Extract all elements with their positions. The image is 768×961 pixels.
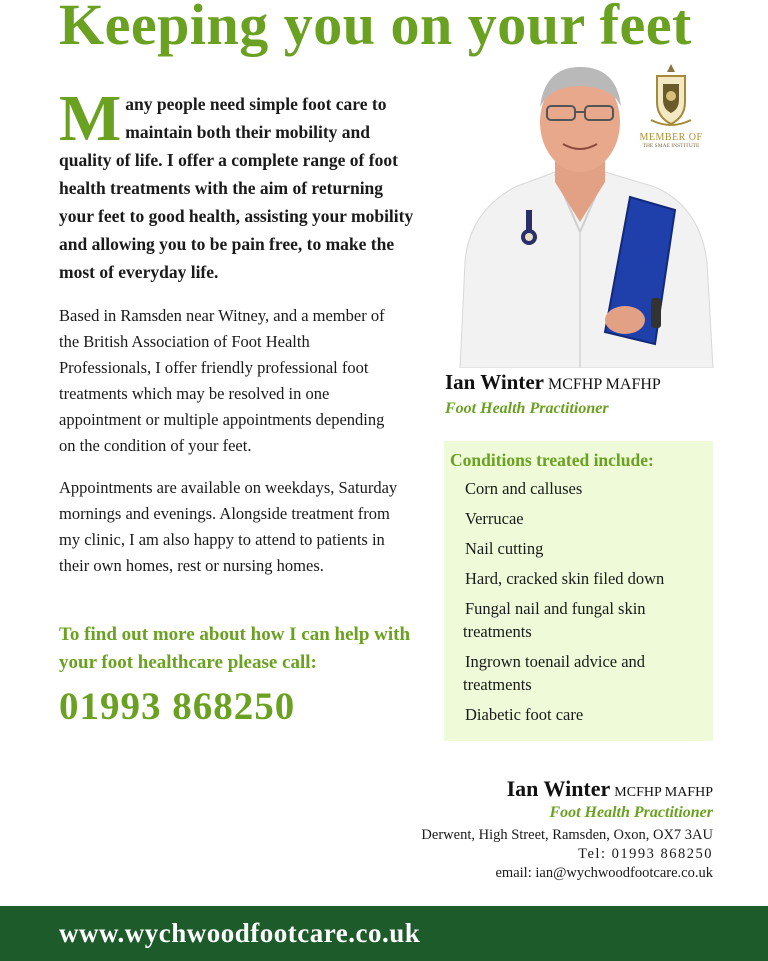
practitioner-name-line xyxy=(445,370,661,395)
contact-role: Foot Health Practitioner xyxy=(549,804,713,821)
contact-quals: MCFHP MAFHP xyxy=(614,785,713,800)
list-item: Ingrown toenail advice and treatments xyxy=(463,652,646,694)
crest-institute-text: THE SMAE INSTITUTE xyxy=(642,143,700,149)
crest-member-text: MEMBER OF xyxy=(639,132,703,143)
phone-number[interactable]: 01993 868250 xyxy=(59,685,296,728)
contact-phone[interactable]: Tel: 01993 868250 xyxy=(578,846,713,862)
crest-emblem-icon xyxy=(649,62,693,128)
list-item: Verrucae xyxy=(465,509,524,528)
contact-block xyxy=(421,776,713,883)
intro-paragraph xyxy=(59,82,414,286)
conditions-heading: Conditions treated include: xyxy=(450,450,654,470)
footer-bar xyxy=(0,906,768,961)
drop-cap: M xyxy=(59,82,122,155)
body-paragraph-2: Appointments are available on weekdays, Saturday mornings and evenings. Alongside treatment from my clinic, I am also happy to attend to patients in their own homes, rest or nursing homes. xyxy=(59,478,398,575)
practitioner-role: Foot Health Practitioner xyxy=(445,400,609,417)
page-title: Keeping you on your feet xyxy=(59,0,692,57)
intro-text: any people need simple foot care to maintain both their mobility and quality of life. I offer a complete range of foot health treatments with the aim of returning your feet to good health, assisting your mobility and allowing you to be pain free, to make the most of everyday life. xyxy=(59,94,414,282)
list-item: Corn and calluses xyxy=(465,479,583,498)
institute-crest xyxy=(636,62,706,158)
contact-name: Ian Winter xyxy=(506,776,611,801)
list-item: Diabetic foot care xyxy=(465,705,584,724)
practitioner-name: Ian Winter xyxy=(445,370,544,394)
call-to-action: To find out more about how I can help with your foot healthcare please call: xyxy=(59,624,411,673)
contact-address: Derwent, High Street, Ramsden, Oxon, OX7 3AU xyxy=(421,827,713,843)
conditions-list xyxy=(463,477,703,733)
practitioner-quals: MCFHP MAFHP xyxy=(548,376,661,393)
list-item: Nail cutting xyxy=(465,539,544,558)
body-paragraph-1: Based in Ramsden near Witney, and a member of the British Association of Foot Health Professionals, I offer friendly professional foot treatments which may be resolved in one appointment or multiple appointments depending on the condition of your feet. xyxy=(59,306,385,455)
list-item: Fungal nail and fungal skin treatments xyxy=(463,599,646,641)
website-link[interactable]: www.wychwoodfootcare.co.uk xyxy=(59,918,421,948)
list-item: Hard, cracked skin filed down xyxy=(465,569,665,588)
contact-email[interactable]: email: ian@wychwoodfootcare.co.uk xyxy=(495,865,713,881)
conditions-panel xyxy=(444,441,713,741)
